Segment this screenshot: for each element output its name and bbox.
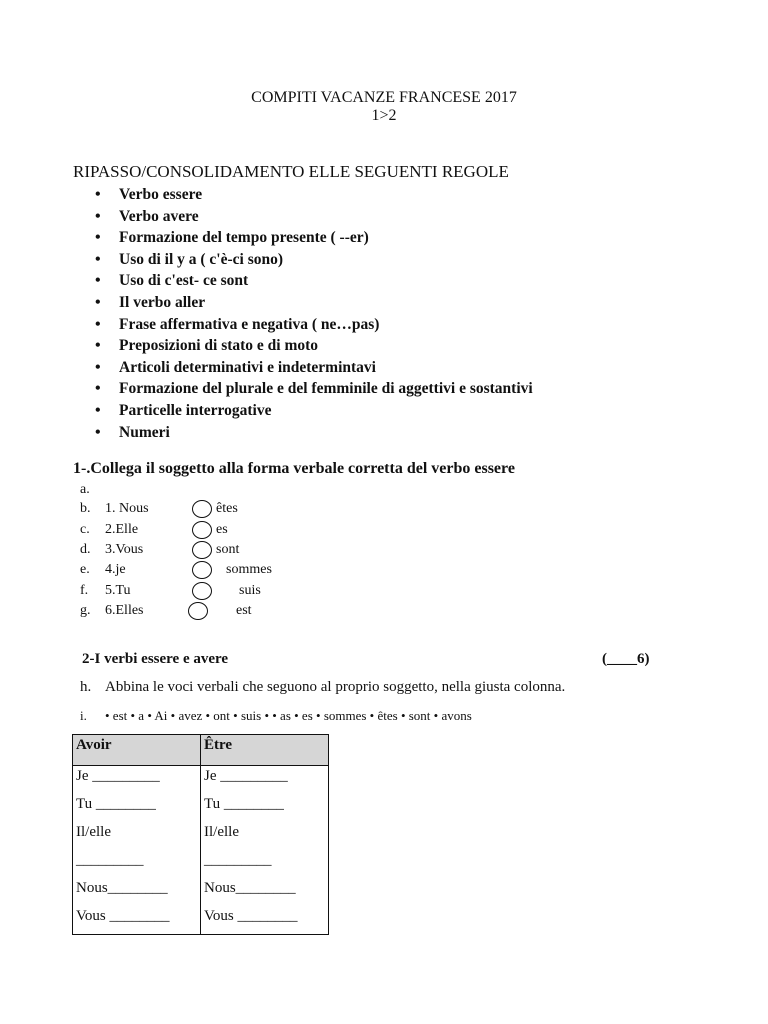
review-heading: RIPASSO/CONSOLIDAMENTO ELLE SEGUENTI REGOLE (73, 162, 509, 181)
table-row (73, 766, 329, 795)
row-marker: h. (80, 679, 92, 695)
match-subject: 2.Elle (105, 522, 139, 537)
match-subject: 3.Vous (105, 542, 144, 557)
match-circle-icon[interactable] (192, 582, 212, 600)
match-circle-icon[interactable] (192, 541, 212, 559)
row-marker: b. (80, 501, 91, 516)
row-marker: f. (80, 583, 89, 598)
match-verb: sont (216, 542, 240, 557)
table-cell[interactable]: Tu ________ (201, 794, 329, 822)
table-row (73, 822, 329, 850)
table-row (73, 878, 329, 906)
match-circle-icon[interactable] (192, 561, 212, 579)
list-item: • Preposizioni di stato e di moto (95, 335, 533, 357)
table-row (73, 906, 329, 935)
match-row (80, 540, 480, 560)
match-row (80, 499, 480, 519)
list-item: • Formazione del tempo presente ( --er) (95, 227, 533, 249)
table-cell[interactable]: Nous________ (73, 878, 201, 906)
match-verb: suis (239, 583, 261, 598)
list-item: • Verbo essere (95, 184, 533, 206)
table-cell[interactable]: Il/elle (73, 822, 201, 850)
list-item: • Verbo avere (95, 206, 533, 228)
match-subject: 4.je (105, 562, 126, 577)
match-subject: 6.Elles (105, 603, 144, 618)
document-title: COMPITI VACANZE FRANCESE 2017 (251, 89, 517, 106)
match-verb: est (236, 603, 252, 618)
match-verb: es (216, 522, 228, 537)
instruction-text: Abbina le voci verbali che seguono al proprio soggetto, nella giusta colonna. (105, 679, 566, 695)
list-item: • Formazione del plurale e del femminile di aggettivi e sostantivi (95, 378, 533, 400)
match-circle-icon[interactable] (188, 602, 208, 620)
options-text: • est • a • Ai • avez • ont • suis • • as • es • sommes • êtes • sont • avons (105, 708, 472, 723)
table-cell[interactable]: Je _________ (73, 766, 201, 795)
match-row (80, 520, 480, 540)
table-cell[interactable]: Il/elle (201, 822, 329, 850)
list-item: • Frase affermativa e negativa ( ne…pas) (95, 314, 533, 336)
table-cell[interactable]: Nous________ (201, 878, 329, 906)
score-field: (____6) (602, 651, 650, 667)
table-cell[interactable]: Je _________ (201, 766, 329, 795)
list-item: • Uso di c'est- ce sont (95, 270, 533, 292)
exercise1-title: 1-.Collega il soggetto alla forma verbale corretta del verbo essere (73, 460, 515, 477)
match-subject: 5.Tu (105, 583, 131, 598)
table-cell[interactable]: _________ (201, 850, 329, 878)
row-marker: i. (80, 708, 87, 723)
list-item: • Numeri (95, 422, 533, 444)
list-item: • Particelle interrogative (95, 400, 533, 422)
table-cell[interactable]: Tu ________ (73, 794, 201, 822)
match-row (80, 601, 480, 621)
match-row (80, 581, 480, 601)
table-cell[interactable]: _________ (73, 850, 201, 878)
match-subject: 1. Nous (105, 501, 149, 516)
table-cell[interactable]: Vous ________ (73, 906, 201, 935)
table-header-avoir: Avoir (73, 735, 201, 766)
verb-options (80, 708, 472, 724)
table-row (73, 794, 329, 822)
row-marker: a. (80, 482, 90, 497)
review-list (95, 184, 533, 443)
row-marker: d. (80, 542, 91, 557)
match-verb: êtes (216, 501, 238, 516)
list-item: • Uso di il y a ( c'è-ci sono) (95, 249, 533, 271)
document-subtitle: 1>2 (371, 107, 397, 124)
match-circle-icon[interactable] (192, 521, 212, 539)
exercise2-instruction (80, 679, 565, 696)
list-item: • Articoli determinativi e indetermintavi (95, 357, 533, 379)
exercise2-title: 2-I verbi essere e avere (82, 651, 229, 667)
table-row (73, 850, 329, 878)
match-circle-icon[interactable] (192, 500, 212, 518)
row-marker: g. (80, 603, 91, 618)
conjugation-table (72, 734, 329, 935)
match-verb: sommes (226, 562, 272, 577)
table-header-etre: Être (201, 735, 329, 766)
match-row (80, 480, 480, 500)
row-marker: c. (80, 522, 90, 537)
row-marker: e. (80, 562, 90, 577)
match-row (80, 560, 480, 580)
table-cell[interactable]: Vous ________ (201, 906, 329, 935)
list-item: • Il verbo aller (95, 292, 533, 314)
